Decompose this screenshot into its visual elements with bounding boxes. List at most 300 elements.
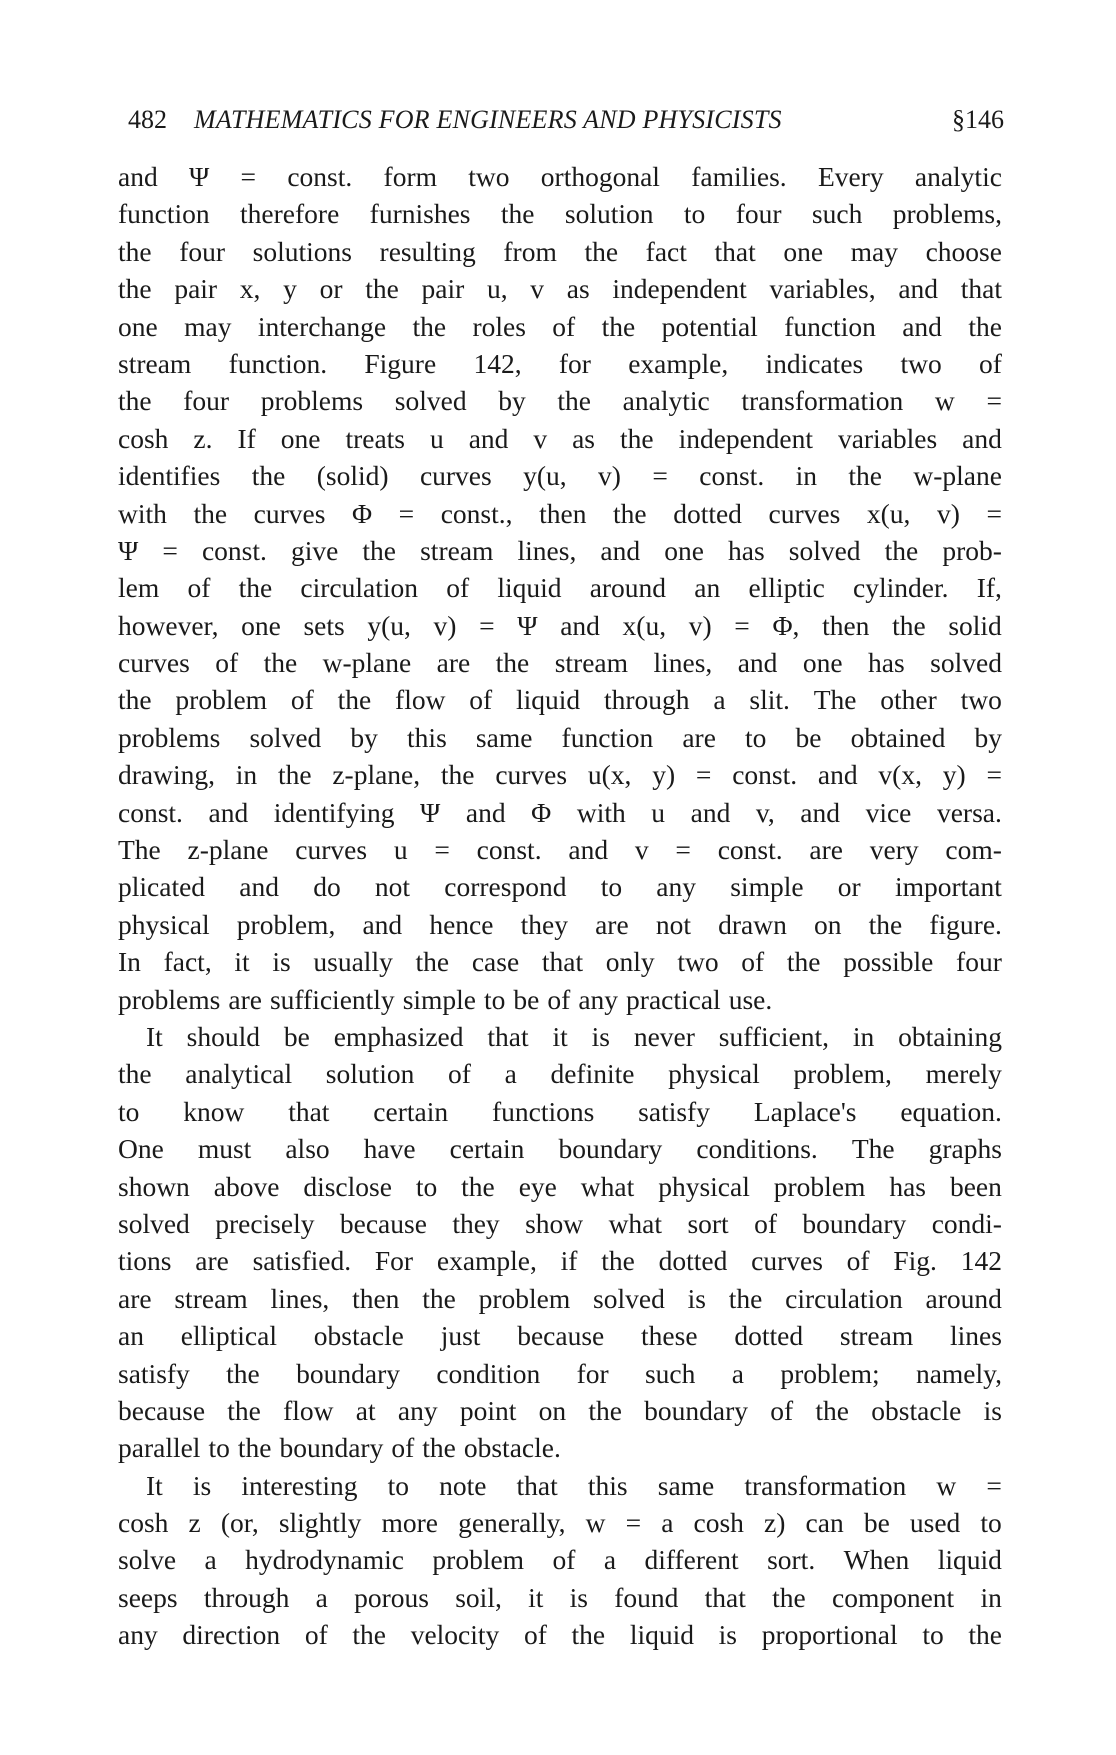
word: problem,	[793, 1058, 892, 1090]
word: two	[468, 161, 510, 192]
word: problem	[432, 1544, 525, 1576]
word: the	[263, 647, 298, 679]
word: solved	[593, 1282, 665, 1314]
word: sufficiently	[269, 983, 395, 1015]
word: the	[193, 497, 228, 529]
word: the	[440, 759, 475, 791]
word: the	[772, 1581, 806, 1613]
word: const.	[287, 161, 353, 192]
word: this	[407, 721, 447, 753]
word: through	[203, 1581, 290, 1613]
word: indicates	[765, 347, 864, 379]
word: simple	[402, 983, 477, 1015]
word: It	[146, 1469, 163, 1501]
word: eye	[518, 1170, 557, 1202]
word: elliptic	[748, 572, 825, 604]
text-line	[118, 644, 1002, 681]
word: solution	[564, 198, 654, 230]
word: four	[735, 198, 782, 230]
word: problems	[260, 385, 364, 417]
word: are	[228, 983, 262, 1015]
word: a	[504, 1058, 517, 1090]
word: interesting	[241, 1469, 358, 1501]
word: and	[737, 647, 778, 679]
word: use.	[728, 983, 773, 1015]
book-title: MATHEMATICS FOR ENGINEERS AND PHYSICISTS	[194, 105, 782, 134]
word: curves	[768, 497, 841, 529]
word: slit.	[749, 684, 790, 716]
word: what	[580, 1170, 635, 1202]
word: the	[968, 310, 1002, 342]
word: to	[387, 1469, 409, 1501]
running-head	[128, 102, 1004, 138]
word: four	[183, 385, 230, 417]
word: problems	[118, 983, 221, 1015]
word: The	[851, 1133, 895, 1165]
text-line	[118, 719, 1002, 756]
word: solved	[249, 721, 322, 753]
word: other	[880, 684, 937, 716]
word: If	[237, 422, 256, 454]
word: independent	[612, 273, 747, 305]
word: Every	[817, 161, 884, 192]
word: 142	[960, 1245, 1002, 1277]
word: v)	[936, 497, 960, 529]
word: slightly	[278, 1507, 362, 1539]
word: generally,	[458, 1507, 566, 1539]
word: the	[557, 385, 591, 417]
word: show	[525, 1207, 584, 1239]
word: the	[352, 1619, 387, 1651]
word: liquid	[629, 1619, 694, 1651]
word: problem	[478, 1282, 571, 1314]
word: it	[528, 1581, 544, 1613]
word: u(x,	[587, 759, 632, 791]
word: porous	[354, 1581, 429, 1613]
word: lines,	[270, 1282, 330, 1314]
text-line	[118, 1392, 1002, 1429]
word: be	[795, 721, 822, 753]
word: dotted	[734, 1320, 804, 1352]
word: curves	[253, 497, 326, 529]
word: the	[118, 273, 152, 305]
word: one	[783, 235, 824, 267]
text-line	[118, 1168, 1002, 1205]
text-line	[118, 1280, 1002, 1317]
page-number: 482	[128, 105, 167, 134]
word: the	[226, 1357, 260, 1389]
word: and	[208, 796, 249, 828]
word: of	[304, 1619, 328, 1651]
word: and	[800, 796, 841, 828]
word: important	[894, 871, 1002, 903]
word: one	[280, 422, 321, 454]
word: are	[682, 721, 716, 753]
word: For	[374, 1245, 414, 1277]
word: then	[539, 497, 587, 529]
word: parallel	[118, 1432, 201, 1464]
word: identifies	[118, 460, 221, 492]
word: to	[922, 1619, 944, 1651]
word: the	[728, 1282, 763, 1314]
word: any	[118, 1619, 158, 1651]
word: hence	[429, 908, 494, 940]
word: x,	[239, 273, 261, 305]
word: and	[817, 759, 858, 791]
word: analytic	[914, 161, 1002, 192]
word: around	[589, 572, 667, 604]
word: boundary	[558, 1133, 663, 1165]
word: w	[936, 1469, 957, 1501]
word: it	[234, 946, 250, 978]
word: and	[560, 609, 600, 641]
word: The	[813, 684, 857, 716]
word: found	[614, 1581, 679, 1613]
word: hydrodynamic	[245, 1544, 404, 1576]
word: that	[516, 1469, 558, 1501]
word: v)	[688, 609, 712, 641]
word: the	[415, 946, 450, 978]
word: v(x,	[878, 759, 922, 791]
word: and	[568, 834, 609, 866]
word: of	[547, 983, 571, 1015]
text-line	[118, 1467, 1002, 1504]
word: const.,	[440, 497, 513, 529]
word: because	[118, 1394, 206, 1426]
word: cosh	[118, 422, 169, 454]
word: to	[415, 1170, 438, 1202]
word: that	[714, 235, 756, 267]
word: the	[884, 534, 919, 566]
word: lem	[118, 572, 160, 604]
word: with	[118, 497, 167, 529]
word: note	[439, 1469, 487, 1501]
word: Ψ	[420, 796, 441, 828]
word: solved	[788, 534, 861, 566]
word: satisfied.	[252, 1245, 352, 1277]
word: it	[552, 1020, 568, 1052]
word: to	[683, 198, 706, 230]
word: has	[868, 647, 905, 679]
text-line	[118, 1616, 1002, 1653]
word: this	[587, 1469, 628, 1501]
word: of	[215, 647, 239, 679]
word: that	[288, 1095, 330, 1127]
word: and	[239, 871, 279, 903]
word: roles	[472, 310, 526, 342]
word: pair	[421, 273, 465, 305]
word: of	[290, 684, 314, 716]
word: of	[741, 946, 765, 978]
word: x(u,	[866, 497, 911, 529]
word: at	[355, 1394, 376, 1426]
word: the	[868, 908, 903, 940]
word: a	[603, 1544, 617, 1576]
word: on	[813, 908, 842, 940]
word: the	[118, 684, 152, 716]
word: used	[909, 1507, 961, 1539]
word: v	[634, 834, 649, 866]
text-line	[118, 794, 1002, 831]
word: are	[195, 1245, 229, 1277]
word: through	[604, 684, 690, 716]
word: velocity	[410, 1619, 500, 1651]
word: and	[362, 908, 403, 940]
word: the	[362, 534, 397, 566]
word: the	[571, 1619, 606, 1651]
word: a	[731, 1357, 744, 1389]
word: analytical	[185, 1058, 293, 1090]
word: the	[118, 385, 152, 417]
word: of	[446, 572, 470, 604]
word: =	[734, 609, 750, 641]
word: a	[713, 684, 726, 716]
word: figure.	[929, 908, 1002, 940]
text-line	[118, 868, 1002, 905]
word: (or,	[220, 1507, 259, 1539]
word: one	[241, 609, 281, 641]
word: condition	[436, 1357, 541, 1389]
word: solutions	[252, 235, 352, 267]
word: =	[398, 497, 415, 529]
word: curves	[295, 834, 368, 866]
word: four	[179, 235, 226, 267]
word: Φ	[351, 497, 373, 529]
word: they	[452, 1207, 500, 1239]
word: y)	[942, 759, 966, 791]
word: in	[980, 1581, 1002, 1613]
word: When	[843, 1544, 910, 1576]
word: then	[822, 609, 870, 641]
text-line	[118, 270, 1002, 307]
text-line	[118, 233, 1002, 270]
word: It	[146, 1020, 163, 1052]
word: y(u,	[523, 460, 567, 492]
word: const.	[201, 534, 267, 566]
word: function	[784, 310, 876, 342]
word: fact,	[163, 946, 212, 978]
word: usually	[313, 946, 393, 978]
word: the	[422, 1282, 456, 1314]
word: Ψ	[188, 161, 210, 192]
text-line	[118, 1018, 1002, 1055]
word: of	[469, 684, 493, 716]
word: may	[850, 235, 898, 267]
word: know	[183, 1095, 245, 1127]
word: to	[484, 983, 506, 1015]
word: one	[664, 534, 704, 566]
word: such	[644, 1357, 696, 1389]
text-line	[118, 457, 1002, 494]
text-line	[118, 756, 1002, 793]
word: four	[956, 946, 1002, 978]
word: certain	[373, 1095, 449, 1127]
word: Φ	[531, 796, 552, 828]
word: obtained	[850, 721, 946, 753]
word: the	[601, 1245, 635, 1277]
text-line	[118, 981, 1002, 1018]
word: y(u,	[367, 609, 411, 641]
word: an	[694, 572, 721, 604]
word: function	[118, 198, 210, 230]
text-line	[118, 831, 1002, 868]
word: satisfy	[118, 1357, 190, 1389]
word: liquid	[937, 1544, 1002, 1576]
text-line	[118, 420, 1002, 457]
word: Fig.	[893, 1245, 937, 1277]
word: transformation	[741, 385, 904, 417]
word: dotted	[673, 497, 742, 529]
word: direction	[182, 1619, 281, 1651]
word: any	[578, 983, 619, 1015]
word: by	[350, 721, 378, 753]
word: namely,	[915, 1357, 1002, 1389]
word: =	[986, 1469, 1002, 1501]
word: Ψ	[517, 609, 538, 641]
word: z)	[764, 1507, 786, 1539]
word: by	[498, 385, 526, 417]
word: just	[440, 1320, 481, 1352]
word: the	[238, 572, 273, 604]
word: lines,	[517, 534, 577, 566]
word: =	[240, 161, 257, 192]
word: practical	[626, 983, 721, 1015]
word: the	[237, 1432, 272, 1464]
word: solution	[325, 1058, 415, 1090]
word: const.	[699, 460, 765, 492]
word: curves	[118, 647, 190, 679]
word: the	[815, 1394, 850, 1426]
word: =	[162, 534, 178, 566]
word: =	[986, 497, 1002, 529]
word: z	[188, 1507, 201, 1539]
word: v)	[598, 460, 621, 492]
word: flow	[283, 1394, 334, 1426]
text-line	[118, 1242, 1002, 1279]
word: w-plane	[322, 647, 412, 679]
word: the	[118, 235, 152, 267]
word: v,	[755, 796, 775, 828]
word: the	[588, 1394, 622, 1426]
word: families.	[691, 161, 787, 192]
section-number: §146	[952, 105, 1004, 134]
word: merely	[925, 1058, 1002, 1090]
word: do	[313, 871, 341, 903]
word: or	[319, 273, 343, 305]
word: is	[687, 1282, 706, 1314]
word: in	[852, 1020, 875, 1052]
word: for	[576, 1357, 609, 1389]
word: stream	[420, 534, 494, 566]
word: above	[213, 1170, 280, 1202]
word: and	[902, 310, 942, 342]
word: solve	[118, 1544, 177, 1576]
word: sort	[687, 1207, 729, 1239]
word: example,	[628, 347, 729, 379]
word: precisely	[215, 1207, 315, 1239]
word: only	[605, 946, 655, 978]
text-line	[118, 1205, 1002, 1242]
word: a	[661, 1507, 674, 1539]
word: to	[600, 871, 623, 903]
word: are	[595, 908, 629, 940]
word: be	[283, 1020, 310, 1052]
word: x(u,	[622, 609, 667, 641]
word: =	[675, 834, 691, 866]
word: flow	[395, 684, 446, 716]
text-line	[118, 1317, 1002, 1354]
word: the	[848, 460, 882, 492]
word: the	[619, 422, 654, 454]
word: are	[436, 647, 471, 679]
word: problems,	[892, 198, 1002, 230]
word: is	[983, 1394, 1002, 1426]
word: physical	[658, 1170, 750, 1202]
word: resulting	[379, 235, 476, 267]
word: must	[197, 1133, 252, 1165]
word: form	[383, 161, 437, 192]
word: then	[352, 1282, 400, 1314]
word: two	[900, 347, 942, 379]
word: case	[471, 946, 520, 978]
word: same	[475, 721, 533, 753]
word: never	[633, 1020, 695, 1052]
word: of	[523, 1619, 547, 1651]
word: interchange	[257, 310, 387, 342]
word: of	[754, 1207, 778, 1239]
word: u,	[486, 273, 508, 305]
text-line	[118, 345, 1002, 382]
word: u	[429, 422, 444, 454]
word: tions	[118, 1245, 172, 1277]
text-line	[118, 495, 1002, 532]
word: these	[641, 1320, 698, 1352]
word: physical	[118, 908, 210, 940]
text-line	[118, 1355, 1002, 1392]
word: dotted	[658, 1245, 728, 1277]
word: has	[889, 1170, 927, 1202]
word: of	[846, 1245, 870, 1277]
word: with	[576, 796, 626, 828]
word: the	[227, 1394, 261, 1426]
word: two	[677, 946, 719, 978]
word: definite	[550, 1058, 635, 1090]
word: for	[558, 347, 591, 379]
word: the	[337, 684, 372, 716]
word: by	[974, 721, 1002, 753]
word: example,	[436, 1245, 537, 1277]
word: independent	[678, 422, 813, 454]
word: simple	[730, 871, 804, 903]
word: of	[552, 310, 576, 342]
word: that	[487, 1020, 529, 1052]
word: not	[374, 871, 411, 903]
word: around	[925, 1282, 1002, 1314]
text-line	[118, 607, 1002, 644]
word: in	[795, 460, 817, 492]
word: that	[704, 1581, 746, 1613]
word: const.	[717, 834, 783, 866]
word: such	[811, 198, 863, 230]
text-line	[118, 943, 1002, 980]
word: in	[235, 759, 258, 791]
word: pair	[174, 273, 218, 305]
word: u	[651, 796, 666, 828]
word: z-plane	[187, 834, 269, 866]
word: the	[786, 946, 821, 978]
word: as	[572, 422, 596, 454]
word: boundary	[279, 1432, 384, 1464]
